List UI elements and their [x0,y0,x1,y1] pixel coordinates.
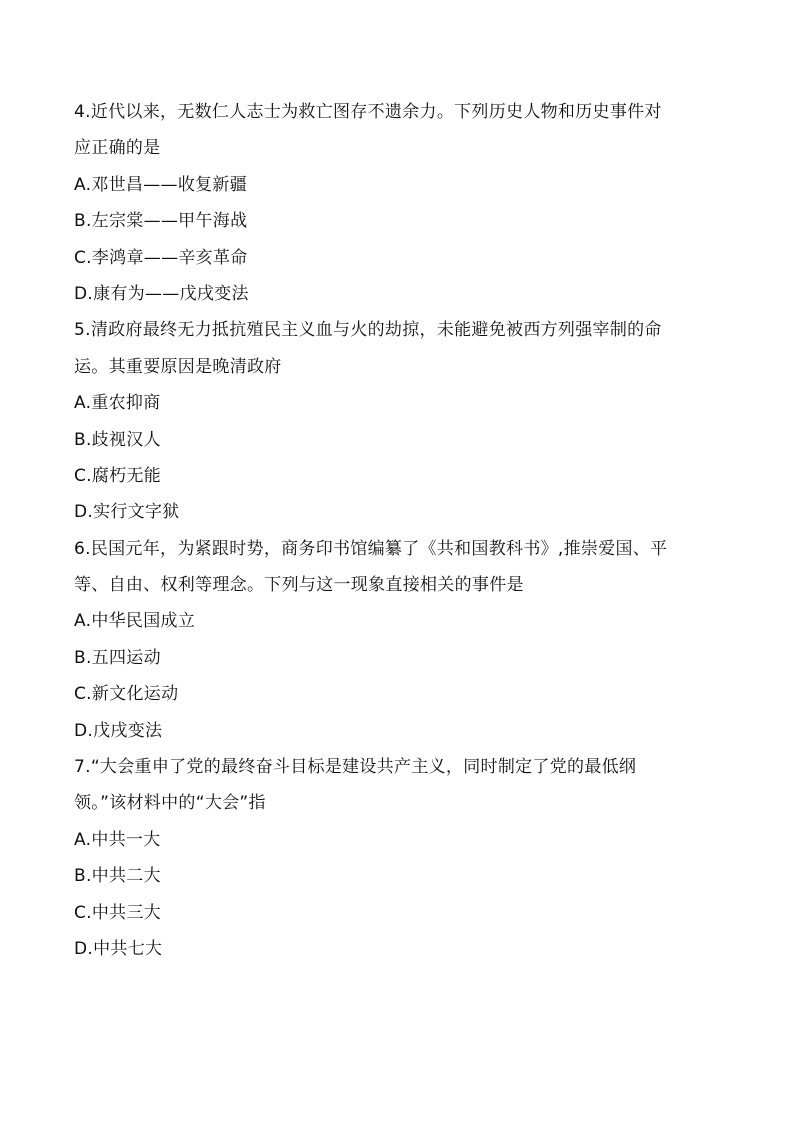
option-a: A.中华民国成立 [74,611,196,632]
question-7 [74,749,734,967]
question-4 [74,94,734,312]
option-d: D.实行文字狱 [74,502,180,523]
option-d: D.戊戌变法 [74,720,163,741]
option-a: A.中共一大 [74,829,161,850]
question-stem-line: 运。其重要原因是晚清政府 [74,356,282,377]
question-stem-line: 应正确的是 [74,138,161,159]
option-d: D.中共七大 [74,938,163,959]
option-b: B.左宗棠——甲午海战 [74,211,248,232]
question-stem-line: 领。”该材料中的“大会”指 [74,793,266,814]
question-5 [74,312,734,530]
option-b: B.中共二大 [74,866,161,887]
option-c: C.新文化运动 [74,684,179,705]
question-stem-line: 等、自由、权利等理念。下列与这一现象直接相关的事件是 [74,575,524,596]
question-stem-line: 4.近代以来，无数仁人志士为救亡图存不遗余力。下列历史人物和历史事件对 [74,102,662,122]
question-stem-line: 6.民国元年，为紧跟时势，商务印书馆编纂了《共和国教科书》,推崇爱国、平 [74,538,668,559]
option-a: A.邓世昌——收复新疆 [74,174,248,195]
question-stem-line: 5.清政府最终无力抵抗殖民主义血与火的劫掠，未能避免被西方列强宰制的命 [74,320,662,341]
option-c: C.腐朽无能 [74,465,162,486]
option-b: B.歧视汉人 [74,429,161,450]
option-c: C.中共三大 [74,902,162,923]
option-b: B.五四运动 [74,647,161,668]
option-d: D.康有为——戊戌变法 [74,283,249,304]
question-list [74,94,734,967]
question-stem-line: 7.“大会重申了党的最终奋斗目标是建设共产主义，同时制定了党的最低纲 [74,757,637,778]
question-6 [74,531,734,749]
option-c: C.李鸿章——辛亥革命 [74,247,248,268]
option-a: A.重农抑商 [74,393,161,414]
